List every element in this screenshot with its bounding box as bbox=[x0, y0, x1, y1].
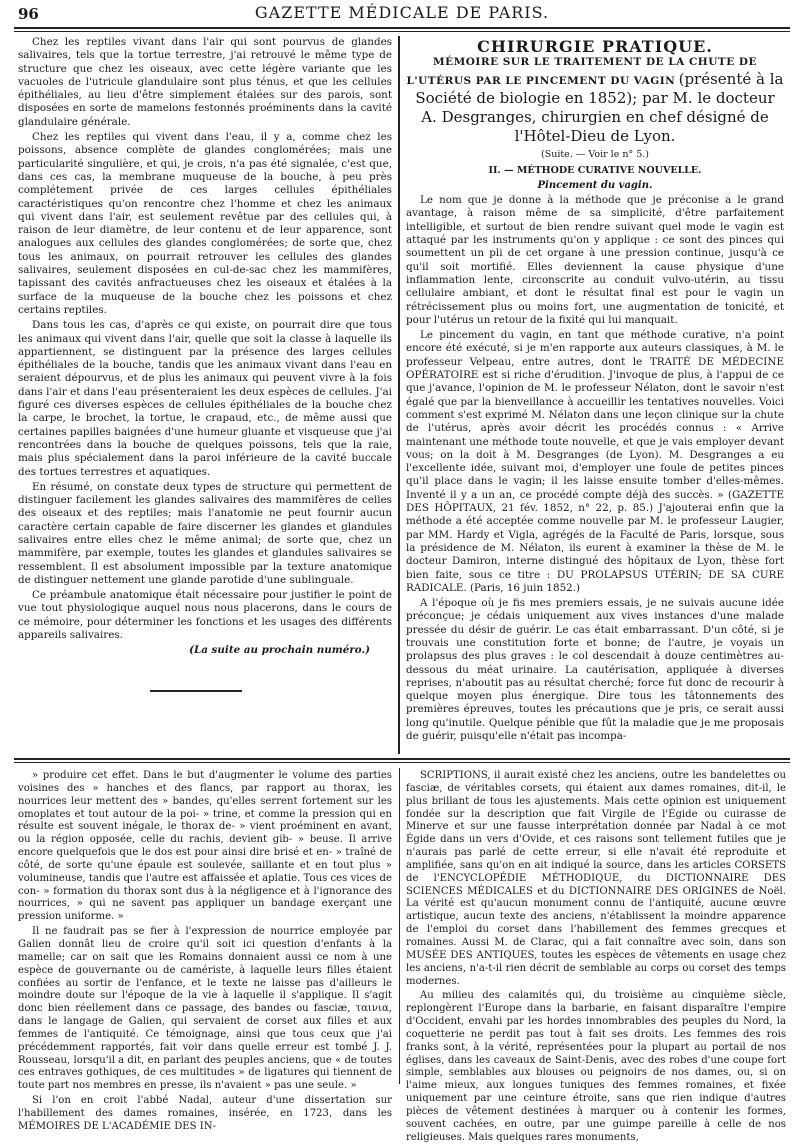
left-paragraph-3: Dans tous les cas, d'après ce qui existe, on pourrait dire que tous les animaux qui vivent dans l'air, quelle que soit la classe à laquelle ils appartiennent, se distinguent par la présence des larges cellules épithéliales de la bouche, tandis que les animaux vivant dans l'eau en seraient dépourvus, et de plus les animaux qui peuvent vivre à la fois dans l'air et dans l'eau présenteraient les deux espèces de cellules. J'ai figuré ces diverses espèces de cellules épithéliales de la bouche chez la carpe, le brochet, la tortue, le crapaud, etc., de même aussi que certaines papilles baignées d'une humeur gluante et visqueuse que j'ai rencontrées dans la bouche de quelques poissons, tels que la raie, mais plus spécialement dans la paroi inférieure de la cavité buccale des tortues terrestres et aquatiques. bbox=[18, 319, 392, 478]
subheading: II. — MÉTHODE CURATIVE NOUVELLE. bbox=[488, 164, 702, 176]
bottom-right-paragraph-2: Au milieu des calamités qui, du troisième au cinquième siècle, replongèrent l'Europe dans la barbarie, en faisant disparaître l'empire d'Occident, envahi par les hordes innombrables des peuples du Nord, la coquetterie ne perdit pas tout à fait ses droits. Les femmes des rois franks sont, à la vérité, représentées pour la plupart au portail de nos églises, dans les caveaux de Saint-Denis, avec des robes d'une coupe fort simple, semblables aux blouses ou peignoirs de nos dames, ou, si on l'aime mieux, aux longues tuniques des femmes romaines, et fixée uniquement par une ceinture étroite, sans que rien indique d'autres pièces de vêtement destinées à marquer ou à contenir les formes, souvent cachées, en outre, par une guimpe pareille à celle de nos religieuses. Mais quelques rares monuments, bbox=[406, 990, 786, 1143]
section-divider-2 bbox=[14, 762, 790, 763]
left-paragraph-5: Ce préambule anatomique était nécessaire pour justifier le point de vue tout physiologique auquel nous nous placerons, dans le cours de ce mémoire, pour déterminer les fonctions et les usages des différents appareils salivaires. bbox=[18, 589, 392, 642]
continued-note: (Suite. — Voir le n° 5.) bbox=[540, 149, 650, 161]
memoir-title bbox=[406, 55, 784, 146]
section-title: CHIRURGIE PRATIQUE. bbox=[477, 37, 713, 56]
page-number: 96 bbox=[18, 5, 39, 23]
right-column bbox=[406, 37, 784, 750]
right-paragraph-1: Le nom que je donne à la méthode que je préconise a le grand avantage, à raison même de sa simplicité, d'être parfaitement intelligible, et surtout de bien rendre suivant quel mode le vagin est attaqué par les instruments qu'on y applique : ce sont des pinces qui soumettent un pli de cet organe à une pression continue, jusqu'à ce qu'il soit mortifié. Elles deviennent la cause physique d'une inflammation lente, circonscrite au conduit vulvo-utérin, au tissu cellulaire ambiant, et dont le résultat final est pour le vagin un rétrécissement plus ou moins fort, une augmentation de tonicité, et pour l'utérus un retour de la fixité qui lui manquait. bbox=[406, 194, 784, 326]
left-paragraph-1: Chez les reptiles vivant dans l'air qui sont pourvus de glandes salivaires, tels que la tortue terrestre, j'ai retrouvé le même type de structure que chez les oiseaux, avec cette légère variante que les vacuoles de l'utricule glandulaire sont plus ténus, et que les cellules épithéliales, au lieu d'être simplement étalées sur des parois, sont disposées en sorte de mamelons festonnés proéminents dans la cavité glandulaire générale. bbox=[18, 36, 392, 128]
left-column bbox=[18, 36, 392, 656]
right-paragraph-3: A l'époque où je fis mes premiers essais, je ne suivais aucune idée préconçue; je cédais uniquement aux vives instances d'une malade pressée du désir de guérir. Le cas était embarrassant. D'un côté, si je trouvais une constitution forte et bonne; de l'autre, je voyais un prolapsus des plus graves : le col descendait à douze centimètres au-dessous du méat urinaire. La cautérisation, appliquée à diverses reprises, n'aboutit pas au résultat cherché; force fut donc de recourir à quelque moyen plus énergique. Dire tous les tâtonnements des premières épreuves, toutes les précautions que je pris, ce serait aussi long qu'inutile. Quelque pénible que fût la maladie que je me proposais de guérir, puisqu'elle n'était pas incompa- bbox=[406, 597, 784, 743]
bottom-right-column bbox=[406, 770, 786, 1143]
bottom-right-paragraph-1: SCRIPTIONS, il aurait existé chez les anciens, outre les bandelettes ou fasciæ, de véritables corsets, qui étaient aux dames romaines, dit-il, le plus brillant de tous les ajustements. Mais cette opinion est uniquement fondée sur la description que fait Virgile de l'Égide ou cuirasse de Minerve et sur une fausse interprétation donnée par Nadal à ce mot Égide dans un vers d'Ovide, et ces raisons sont tellement futiles que je n'aurais pas parlé de cette erreur, si elle n'avait été reproduite et amplifiée, sans qu'on en ait indiqué la source, dans les articles CORSETS de l'ENCYCLOPÉDIE MÉTHODIQUE, du DICTIONNAIRE DES SCIENCES MÉDICALES et du DICTIONNAIRE DES ORIGINES de Noël. La vérité est qu'aucun monument connu de l'antiquité, aucune œuvre artistique, aucun texte des anciens, n'établissent la moindre apparence de l'emploi du corset dans l'habillement des femmes grecques et romaines. Aussi M. de Clarac, qui a fait connaître avec soin, dans son MUSÉE DES ANTIQUES, toutes les espèces de vêtements en usage chez les anciens, n'a-t-il rien décrit de semblable au corps ou corset des temps modernes. bbox=[406, 770, 786, 987]
to-be-continued: (La suite au prochain numéro.) bbox=[189, 644, 370, 657]
header-rule-bottom bbox=[14, 31, 790, 32]
column-divider-bottom bbox=[399, 768, 400, 1084]
end-of-article-rule bbox=[150, 690, 242, 692]
subheading-pincement: Pincement du vagin. bbox=[537, 179, 653, 191]
memoir-title-caps: MÉMOIRE SUR LE TRAITEMENT DE LA CHUTE DE L'UTÉRUS PAR LE PINCEMENT DU VAGIN bbox=[406, 56, 757, 88]
memoir-title-rest: (présenté à la Société de biologie en 1852); par M. le docteur A. Desgranges, chirurgien en chef désigné de l'Hôtel-Dieu de Lyon. bbox=[415, 70, 784, 146]
bottom-left-column bbox=[18, 770, 392, 1132]
page-header bbox=[14, 0, 790, 28]
section-divider bbox=[14, 758, 790, 760]
right-paragraph-2: Le pincement du vagin, en tant que méthode curative, n'a point encore été exécuté, si je m'en rapporte aux auteurs classiques, à M. le professeur Velpeau, entre autres, dont le TRAITÉ DE MÉDECINE OPÉRATOIRE est si riche d'érudition. J'invoque de plus, à l'appui de ce que j'avance, l'opinion de M. le professeur Nélaton, dont le savoir n'est égalé que par la bienveillance à accueillir les tentatives nouvelles. Voici comment s'est exprimé M. Nélaton dans une leçon clinique sur la chute de l'utérus, après avoir décrit les procédés connus : « Arrive maintenant une méthode toute nouvelle, et que je vais employer devant vous; on la doit à M. Desgranges (de Lyon). M. Desgranges a eu l'excellente idée, suivant moi, d'employer une foule de petites pinces qu'il place dans le vagin; il les laisse ensuite tomber d'elles-mêmes. Inventé il y a un an, ce procédé compte déjà des succès. » (GAZETTE DES HÔPITAUX, 21 fév. 1852, n° 22, p. 85.) J'ajouterai enfin que la méthode a été acceptée comme nouvelle par M. le professeur Laugier, par MM. Hardy et Vigla, agrégés de la Faculté de Paris, lorsque, sous la présidence de M. Nélaton, ils eurent à examiner la thèse de M. le docteur Damiron, interne distingué des hôpitaux de Lyon, thèse fort bien faite, sous ce titre : DU PROLAPSUS UTÉRIN; DE SA CURE RADICALE. (Paris, 16 juin 1852.) bbox=[406, 329, 784, 594]
left-paragraph-4: En résumé, on constate deux types de structure qui permettent de distinguer facilement les glandes salivaires des mammifères de celles des oiseaux et des reptiles; mais l'anatomie ne peut fournir aucun caractère certain capable de faire discerner les glandes et glandules salivaires entre elles chez le même animal; de sorte que, chez un mammifère, par exemple, toutes les glandes et glandules salivaires se ressemblent. Il est absolument impossible par la texture anatomique de distinguer nettement une glande parotide d'une sublinguale. bbox=[18, 480, 392, 586]
bottom-left-paragraph-2: Il ne faudrait pas se fier à l'expression de nourrice employée par Galien donnât lieu de croire qu'il soit ici question d'enfants à la mamelle; car on sait que les Romains donnaient aussi ce nom à une espèce de gouvernante ou de camériste, à laquelle leurs filles étaient confiées au sortir de l'enfance, et le texte ne laisse pas d'ailleurs le moindre doute sur l'époque de la vie à laquelle il s'applique. Il s'agit donc bien réellement dans ce passage, des bandes ou fasciæ, ταινια, dans le langage de Galien, qui servaient de corset aux filles et aux femmes de l'antiquité. Ce témoignage, ainsi que tous ceux que j'ai précédemment rapportés, fait voir dans quelle erreur est tombé J. J. Rousseau, lorsqu'il a dit, en parlant des peuples anciens, que « de toutes ces entraves gothiques, de ces multitudes » de ligatures qui tiennent de toute part nos membres en presse, ils n'avaient » pas une seule. » bbox=[18, 926, 392, 1092]
bottom-left-paragraph-1: » produire cet effet. Dans le but d'augmenter le volume des parties voisines des » hanches et des flancs, par rapport au thorax, les nourrices leur mettent des » bandes, qu'elles serrent fortement sur les omoplates et tout autour de la poi- » trine, et comme la pression qui en résulte est souvent inégale, le thorax de- » vient proéminent en avant, ou la région opposée, celle du rachis, devient gib- » beuse. Il arrive encore quelquefois que le dos est pour ainsi dire brisé et en- » traîné de côté, de sorte qu'une épaule est soulevée, saillante et en tout plus » volumineuse, tandis que l'autre est affaissée et aplatie. Tous ces vices de con- » formation du thorax sont dus à la négligence et à l'ignorance des nourrices, » qui ne savent pas appliquer un bandage exerçant une pression uniforme. » bbox=[18, 770, 392, 923]
left-paragraph-2: Chez les reptiles qui vivent dans l'eau, il y a, comme chez les poissons, absence complète de glandes conglomérées; mais une particularité singulière, et qui, je crois, n'a pas été signalée, c'est que, dans ces cas, la membrane muqueuse de la bouche, à peu près complétement privée de ces larges cellules épithéliales caractéristiques qu'on rencontre chez l'homme et chez les animaux qui vivent dans l'air, est seulement revêtue par des cellules qui, à raison de leur diamètre, de leur contenu et de leur apparence, sont analogues aux cellules des glandes conglomérées; de sorte que, chez tous les animaux, on pourrait retrouver les cellules des glandes salivaires, seulement disposées en cul-de-sac chez les mammifères, tapissant des cavités anfractueuses chez les oiseaux et étalées à la surface de la muqueuse de la bouche chez les poissons et chez certains reptiles. bbox=[18, 131, 392, 316]
column-divider-top bbox=[398, 36, 400, 754]
header-rule-top bbox=[14, 27, 790, 29]
journal-title: GAZETTE MÉDICALE DE PARIS. bbox=[254, 3, 550, 22]
bottom-left-paragraph-3: Si l'on en croit l'abbé Nadal, auteur d'une dissertation sur l'habillement des dames romaines, insérée, en 1723, dans les MÉMOIRES DE L'ACADÉMIE DES IN- bbox=[18, 1095, 392, 1132]
